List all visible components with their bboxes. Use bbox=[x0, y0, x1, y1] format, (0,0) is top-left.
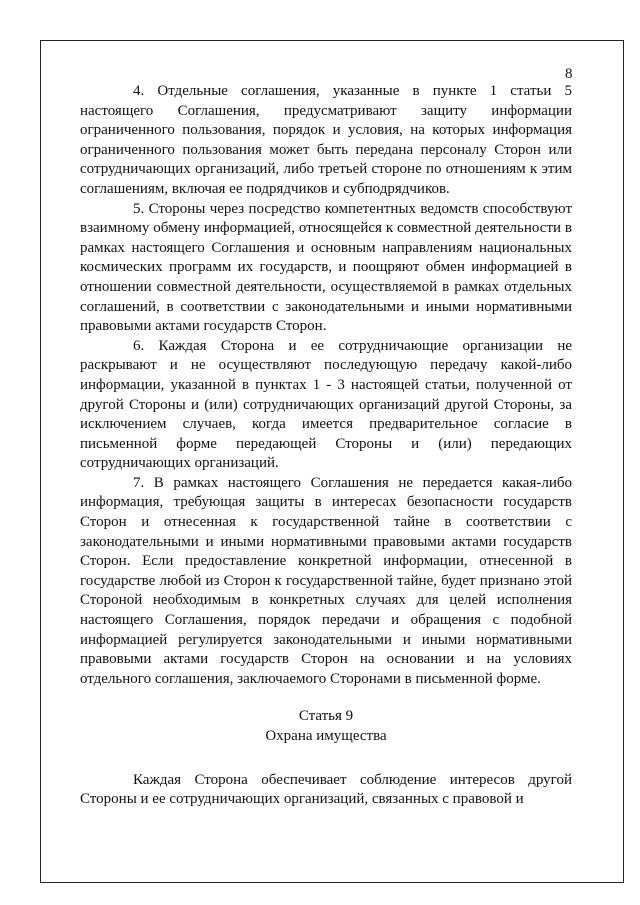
paragraph-4: 4. Отдельные соглашения, указанные в пункте 1 статьи 5 настоящего Соглашения, предусматривают защиту информации ограниченного пользования, порядок и условия, на которых информация ограниченного пользования может быть передана персоналу Сторон или сотрудничающих организаций, либо третьей стороне по отношениям к этим соглашениям, включая ее подрядчиков и субподрядчиков. bbox=[80, 83, 572, 197]
article-number: Статья 9 bbox=[298, 708, 354, 725]
paragraph-5: 5. Стороны через посредство компетентных ведомств способствуют взаимному обмену информацией, относящейся к совместной деятельности в рамках настоящего Соглашения и основным направлениям национальных космических программ их государств, и поощряют обмен информацией в отношении совместной деятельности, осуществляемой в рамках отдельных соглашений, в соответствии с законодательными и иными нормативными правовыми актами государств Сторон. bbox=[80, 200, 572, 335]
page-number: 8 bbox=[565, 66, 573, 82]
article-heading bbox=[80, 707, 572, 746]
paragraph-6: 6. Каждая Сторона и ее сотрудничающие организации не раскрывают и не осуществляют последующую передачу какой-либо информации, указанной в пунктах 1 - 3 настоящей статьи, полученной от другой Стороны и (или) сотрудничающих организаций другой Стороны, за исключением случаев, когда имеется предварительное согласие в письменной форме передающей Стороны и (или) передающих сотрудничающих организаций. bbox=[80, 337, 572, 472]
document-body bbox=[80, 82, 572, 810]
paragraph-7: 7. В рамках настоящего Соглашения не передается какая-либо информация, требующая защиты в интересах безопасности государств Сторон и отнесенная к государственной тайне в соответствии с законодательными и иными нормативными правовыми актами государств Сторон. Если предоставление конкретной информации, отнесенной в государстве любой из Сторон к государственной тайне, будет признано этой Стороной необходимым в конкретных случаях для целей исполнения настоящего Соглашения, порядок передачи и обращения с подобной информацией регулируется законодательными и иными нормативными правовыми актами государств Сторон на основании и на условиях отдельного соглашения, заключаемого Сторонами в письменной форме. bbox=[80, 474, 572, 687]
article-title: Охрана имущества bbox=[265, 728, 387, 744]
article-9-paragraph: Каждая Сторона обеспечивает соблюдение интересов другой Стороны и ее сотрудничающих организаций, связанных с правовой и bbox=[80, 771, 572, 808]
